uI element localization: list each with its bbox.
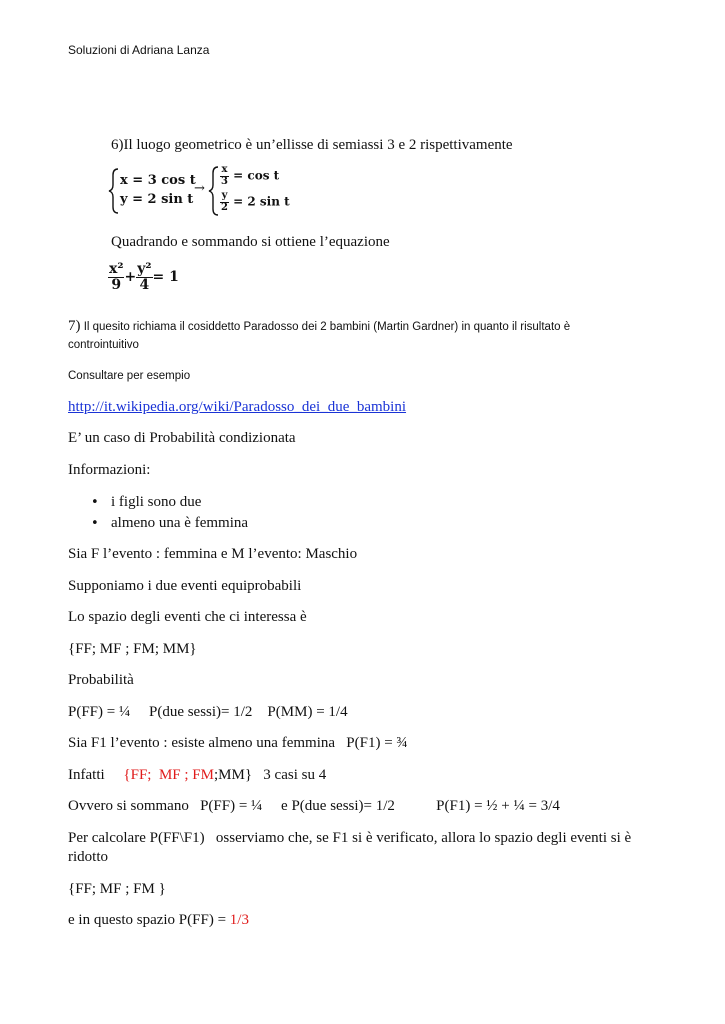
bullet-item: almeno una è femmina	[111, 515, 249, 531]
bullet-icon: •	[91, 516, 99, 531]
implies-arrow-icon: →	[194, 181, 205, 196]
q7-number: 7)	[68, 318, 81, 334]
events-definition: Sia F l’evento : femmina e M l’evento: Maschio	[68, 546, 358, 562]
sum-line: Ovvero si sommano P(FF) = ¼ e P(due sessi)= 1/2 P(F1) = ½ + ¼ = 3/4	[68, 798, 560, 814]
ellipse-equation: $\frac{\text{x²}}{9}$ + $\frac{\text{y²}}{4}$ = 1	[109, 261, 179, 293]
calc-line2: ridotto	[68, 849, 108, 865]
left-brace-icon	[208, 165, 220, 217]
q7-intro-line1	[68, 317, 570, 335]
space-intro: Lo spazio degli eventi che ci interessa è	[68, 609, 307, 625]
q7-intro-line2: controintuitivo	[68, 339, 139, 351]
probability-values: P(FF) = ¼ P(due sessi)= 1/2 P(MM) = 1/4	[68, 704, 348, 720]
event-space: {FF; MF ; FM; MM}	[68, 641, 197, 657]
wikipedia-link[interactable]: http://it.wikipedia.org/wiki/Paradosso_dei_due_bambini	[68, 399, 407, 415]
system-y-equation: y = 2 sin t	[120, 192, 194, 207]
parametric-system	[108, 165, 308, 217]
equiprobable-text: Supponiamo i due eventi equiprobabili	[68, 578, 302, 594]
calc-line1: Per calcolare P(FF\F1) osserviamo che, se F1 si è verificato, allora lo spazio degli eventi si è	[68, 830, 632, 846]
final-result: e in questo spazio P(FF) = 1/3	[68, 912, 249, 928]
bullet-icon: •	[91, 495, 99, 510]
info-heading: Informazioni:	[68, 462, 151, 478]
q6-sentence: Quadrando e sommando si ottiene l’equazione	[111, 234, 390, 250]
bullet-item: i figli sono due	[111, 494, 202, 510]
probability-title: Probabilità	[68, 672, 134, 688]
rhs-cos-equation: $\frac{x}{3}$ = cos t	[221, 164, 280, 187]
open-brace: {	[123, 767, 131, 783]
final-probability: 1/3	[229, 912, 249, 928]
favorable-cases: FF; MF ; FM	[130, 767, 214, 783]
q7-intro-text: Il quesito richiama il cosiddetto Paradosso dei 2 bambini (Martin Gardner) in quanto il risultato è	[80, 321, 571, 333]
consult-text: Consultare per esempio	[68, 370, 191, 382]
infatti-line: Infatti {FF; MF ; FM;MM} 3 casi su 4	[68, 767, 327, 783]
system-x-equation: x = 3 cos t	[120, 173, 196, 188]
f1-definition: Sia F1 l’evento : esiste almeno una femmina P(F1) = ¾	[68, 735, 408, 751]
rhs-sin-equation: $\frac{y}{2}$ = 2 sin t	[221, 190, 290, 213]
reduced-space: {FF; MF ; FM }	[68, 881, 166, 897]
left-brace-icon	[108, 165, 120, 217]
conditional-prob-text: E’ un caso di Probabilità condizionata	[68, 430, 296, 446]
page-header: Soluzioni di Adriana Lanza	[68, 43, 210, 57]
q6-heading: 6)Il luogo geometrico è un’ellisse di semiassi 3 e 2 rispettivamente	[111, 137, 513, 153]
